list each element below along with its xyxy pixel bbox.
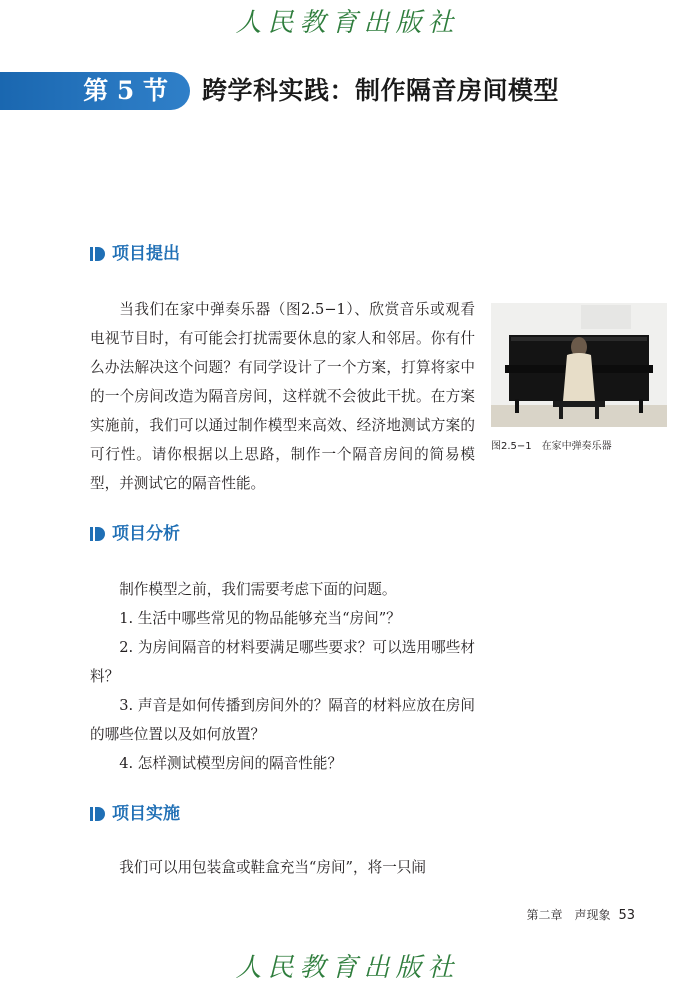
section-marker-icon [90,806,106,822]
analysis-question: 2. 为房间隔音的材料要满足哪些要求？可以选用哪些材料？ [90,639,475,685]
heading-analysis-label: 项目分析 [112,524,180,544]
analysis-question: 3. 声音是如何传播到房间外的？隔音的材料应放在房间的哪些位置以及如何放置？ [90,697,475,743]
figure-caption: 图2.5−1 在家中弹奏乐器 [491,441,612,452]
section-tab [0,72,190,110]
section-marker-icon [90,246,106,262]
proposal-text: 当我们在家中弹奏乐器（图2.5−1）、欣赏音乐或观看电视节目时，有可能会打扰需要休息的家人和邻居。你有什么办法解决这个问题？有同学设计了一个方案，打算将家中的一个房间改造为隔音房间，这样就不会彼此干扰。在方案实施前，我们可以通过制作模型来高效、经济地测试方案的可行性。请你根据以上思路，制作一个隔音房间的简易模型，并测试它的隔音性能。 [90,301,475,492]
piano-illustration [491,303,667,427]
section-number: 第 5 节 [83,76,168,105]
analysis-question: 4. 怎样测试模型房间的隔音性能？ [119,755,343,772]
piano-photo [491,303,667,427]
proposal-paragraph [90,295,475,498]
implementation-text: 我们可以用包装盒或鞋盒充当“房间”，将一只闹 [119,859,426,876]
page-number: 53 [618,908,635,923]
chapter-label: 第二章 声现象 [526,908,611,922]
implementation-paragraph [90,853,475,882]
section-title: 跨学科实践：制作隔音房间模型 [202,76,560,105]
section-marker-icon [90,526,106,542]
analysis-question: 1. 生活中哪些常见的物品能够充当“房间”？ [119,610,401,627]
heading-implementation-label: 项目实施 [112,804,180,824]
publisher-logo-top: 人民教育出版社 [235,8,460,38]
publisher-logo-bottom: 人民教育出版社 [235,953,460,983]
analysis-block [90,575,475,778]
analysis-intro: 制作模型之前，我们需要考虑下面的问题。 [119,581,397,598]
section-header [0,72,695,112]
heading-proposal-label: 项目提出 [112,244,180,264]
page-footer [526,906,635,923]
